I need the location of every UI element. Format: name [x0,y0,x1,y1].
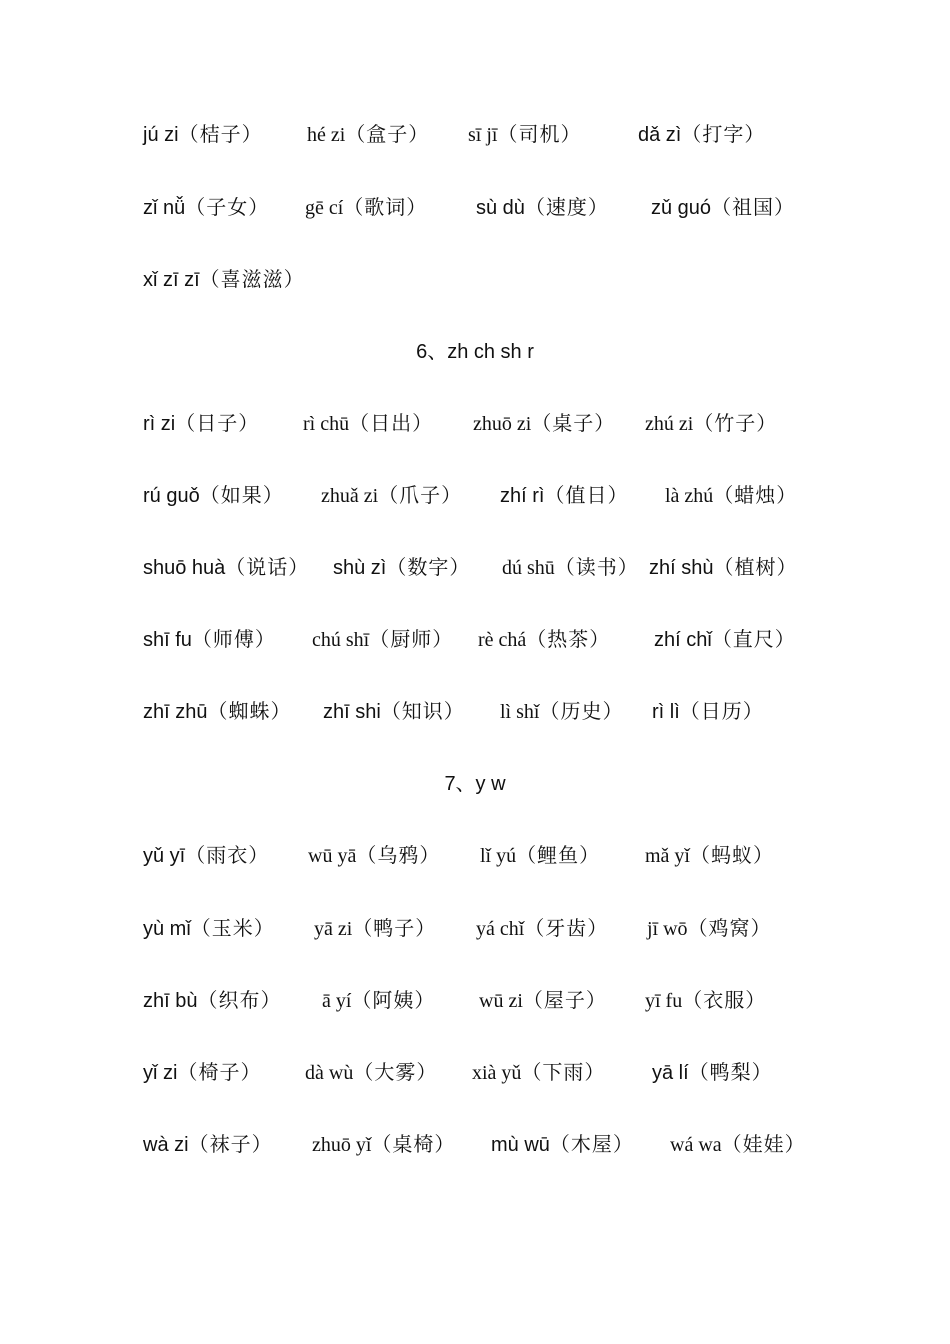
word-entry [323,693,465,730]
word-entry [143,405,259,442]
word-entry [143,189,269,226]
pinyin: rè chá [478,629,527,651]
pinyin: zǐ nǚ [143,197,186,219]
pinyin: xǐ zī zī [143,269,200,291]
word-entry [143,116,263,153]
word-entry [670,1126,806,1163]
word-row [0,261,950,297]
hanzi: （鸭梨） [688,1060,773,1084]
section-heading: 6、zh ch sh r [416,341,534,363]
hanzi: （说话） [225,555,310,579]
word-entry [307,116,429,153]
hanzi: （热茶） [526,627,611,651]
word-entry [143,693,291,730]
hanzi: （日子） [175,411,260,435]
word-entry [143,621,276,658]
pinyin: dǎ zì [638,124,682,146]
hanzi: （值日） [544,483,629,507]
pinyin: mǎ yǐ [645,845,690,867]
hanzi: （子女） [185,195,270,219]
hanzi: （椅子） [177,1060,262,1084]
word-entry [476,910,608,947]
pinyin: sù dù [476,197,525,219]
pinyin: yá chǐ [476,918,525,940]
word-entry [472,1054,605,1091]
hanzi: （下雨） [521,1060,606,1084]
word-entry [654,621,796,658]
word-entry [645,982,766,1019]
hanzi: （打字） [681,122,766,146]
word-entry [312,621,453,658]
hanzi: （歌词） [343,195,428,219]
hanzi: （雨衣） [185,843,270,867]
word-entry [652,1054,773,1091]
hanzi: （屋子） [522,988,607,1012]
section-heading: 7、y w [444,773,506,795]
hanzi: （厨师） [369,627,454,651]
pinyin: dà wù [305,1062,354,1084]
hanzi: （直尺） [711,627,796,651]
pinyin: wū zi [479,990,523,1012]
hanzi: （读书） [554,555,639,579]
hanzi: （娃娃） [721,1132,806,1156]
hanzi: （蜘蛛） [207,699,292,723]
hanzi: （师傅） [191,627,276,651]
pinyin: chú shī [312,629,370,651]
pinyin: wá wa [670,1134,722,1156]
word-entry [645,405,777,442]
hanzi: （阿姨） [351,988,436,1012]
word-row [0,1054,950,1090]
word-entry [143,910,275,947]
word-entry [333,549,470,586]
hanzi: （蚂蚁） [690,843,774,867]
hanzi: （织布） [197,988,282,1012]
hanzi: （玉米） [190,916,275,940]
word-entry [308,837,440,874]
word-entry [143,837,269,874]
pinyin: zǔ guó [651,197,712,219]
word-entry [491,1126,634,1163]
hanzi: （盒子） [345,122,430,146]
word-entry [476,189,609,226]
hanzi: （乌鸦） [356,843,441,867]
pinyin: zhí shù [649,557,714,579]
word-entry [314,910,436,947]
word-row [0,549,950,585]
hanzi: （桌椅） [371,1132,456,1156]
pinyin: jī wō [647,918,688,940]
hanzi: （鸭子） [352,916,437,940]
word-entry [500,477,628,514]
hanzi: （木屋） [549,1132,634,1156]
hanzi: （如果） [199,483,284,507]
word-entry [303,405,433,442]
pinyin: gē cí [305,197,344,219]
pinyin: zhú zi [645,413,694,435]
word-entry [312,1126,455,1163]
pinyin: là zhú [665,485,714,507]
word-entry [143,549,309,586]
word-row [0,189,950,225]
word-row [0,910,950,946]
hanzi: （数字） [386,555,471,579]
hanzi: （鲤鱼） [516,843,601,867]
pinyin: zhuō yǐ [312,1134,372,1156]
pinyin: xià yǔ [472,1062,522,1084]
word-entry [665,477,797,514]
word-entry [143,261,305,298]
pinyin: rì lì [652,701,680,723]
word-row [0,693,950,729]
word-entry [143,1054,261,1091]
pinyin: jú zi [143,124,179,146]
hanzi: （速度） [524,195,609,219]
word-entry [638,116,765,153]
hanzi: （竹子） [693,411,778,435]
word-row [0,837,950,873]
word-entry [143,1126,273,1163]
hanzi: （祖国） [711,195,796,219]
hanzi: （牙齿） [524,916,609,940]
word-row [0,116,950,152]
pinyin: rú guǒ [143,485,200,507]
pinyin: hé zi [307,124,346,146]
pinyin: shī fu [143,629,192,651]
word-entry [652,693,764,730]
word-entry [468,116,581,153]
hanzi: （植树） [713,555,798,579]
word-entry [305,1054,437,1091]
pinyin: zhī shi [323,701,381,723]
word-entry [649,549,797,586]
pinyin: yī fu [645,990,683,1012]
word-entry [143,982,281,1019]
pinyin: shuō huà [143,557,226,579]
hanzi: （喜滋滋） [199,267,305,291]
pinyin: mù wū [491,1134,550,1156]
word-entry [322,982,435,1019]
pinyin: yǐ zi [143,1062,178,1084]
hanzi: （桌子） [531,411,616,435]
word-row [0,982,950,1018]
word-entry [645,837,774,874]
word-entry [305,189,427,226]
word-entry [479,982,607,1019]
word-entry [473,405,615,442]
hanzi: （鸡窝） [687,916,772,940]
pinyin: lǐ yú [480,845,517,867]
word-entry [321,477,462,514]
hanzi: （桔子） [178,122,263,146]
hanzi: （知识） [380,699,465,723]
pinyin: sī jī [468,124,498,146]
hanzi: （大雾） [353,1060,438,1084]
word-entry [480,837,600,874]
pinyin: zhí chǐ [654,629,712,651]
word-row [0,621,950,657]
pinyin: rì chū [303,413,350,435]
pinyin: zhí rì [500,485,545,507]
hanzi: （历史） [539,699,624,723]
pinyin: shù zì [333,557,387,579]
word-entry [500,693,623,730]
pinyin: zhuō zi [473,413,532,435]
hanzi: （蜡烛） [713,483,798,507]
pinyin: wū yā [308,845,357,867]
hanzi: （日出） [349,411,434,435]
word-entry [478,621,610,658]
hanzi: （袜子） [188,1132,273,1156]
pinyin: yā lí [652,1062,689,1084]
word-entry [651,189,795,226]
pinyin: dú shū [502,557,555,579]
word-entry [647,910,772,947]
pinyin: zhī zhū [143,701,208,723]
pinyin: rì zi [143,413,176,435]
pinyin: lì shǐ [500,701,540,723]
pinyin: yā zi [314,918,353,940]
hanzi: （日历） [679,699,764,723]
hanzi: （衣服） [682,988,767,1012]
hanzi: （爪子） [378,483,463,507]
word-row [0,477,950,513]
hanzi: （司机） [497,122,582,146]
word-entry [143,477,284,514]
pinyin: ā yí [322,990,352,1012]
pinyin: zhī bù [143,990,198,1012]
word-row [0,1126,950,1162]
pinyin: yǔ yī [143,845,186,867]
pinyin: zhuǎ zi [321,485,379,507]
pinyin: wà zi [143,1134,189,1156]
word-entry [502,549,639,586]
pinyin: yù mǐ [143,918,191,940]
word-row [0,405,950,441]
